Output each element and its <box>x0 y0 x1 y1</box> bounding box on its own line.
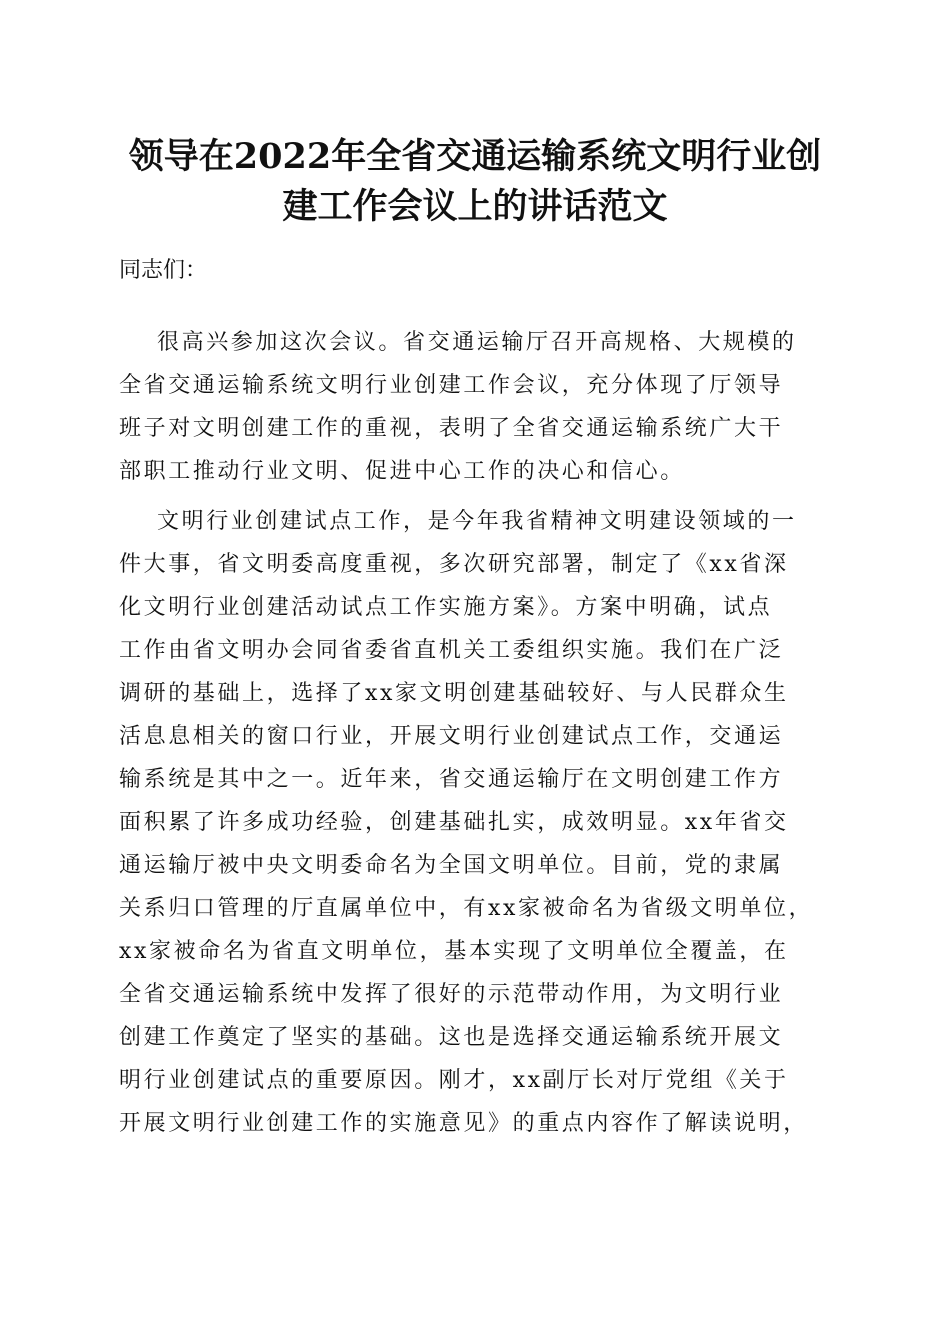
text-line: 关系归口管理的厅直属单位中，有xx家被命名为省级文明单位， <box>119 896 814 921</box>
document-title <box>110 132 840 232</box>
title-line: 建工作会议上的讲话范文 <box>282 186 668 227</box>
text-line: 全省交通运输系统中发挥了很好的示范带动作用，为文明行业 <box>119 982 784 1007</box>
text-line: 文明行业创建试点工作，是今年我省精神文明建设领域的一 <box>157 509 797 534</box>
text-line: 开展文明行业创建工作的实施意见》的重点内容作了解读说明， <box>119 1111 808 1136</box>
text-line: 创建工作奠定了坚实的基础。这也是选择交通运输系统开展文 <box>119 1025 784 1050</box>
text-line: 通运输厅被中央文明委命名为全国文明单位。目前，党的隶属 <box>119 853 784 878</box>
text-line: 班子对文明创建工作的重视，表明了全省交通运输系统广大干 <box>119 416 784 441</box>
text-line: 调研的基础上，选择了xx家文明创建基础较好、与人民群众生 <box>119 681 789 706</box>
salutation: 同志们： <box>119 258 208 283</box>
title-line: 领导在2022年全省交通运输系统文明行业创 <box>128 136 822 177</box>
text-line: 工作由省文明办会同省委省直机关工委组织实施。我们在广泛 <box>119 638 784 663</box>
text-line: 很高兴参加这次会议。省交通运输厅召开高规格、大规模的 <box>157 330 797 355</box>
text-line: 化文明行业创建活动试点工作实施方案》。方案中明确，试点 <box>119 595 773 620</box>
text-line: xx家被命名为省直文明单位，基本实现了文明单位全覆盖，在 <box>119 939 789 964</box>
text-line: 面积累了许多成功经验，创建基础扎实，成效明显。xx年省交 <box>119 810 789 835</box>
text-line: 全省交通运输系统文明行业创建工作会议，充分体现了厅领导 <box>119 373 784 398</box>
paragraph-2 <box>119 500 831 1145</box>
text-line: 明行业创建试点的重要原因。刚才，xx副厅长对厅党组《关于 <box>119 1068 789 1093</box>
text-line: 部职工推动行业文明、促进中心工作的决心和信心。 <box>119 459 685 484</box>
text-line: 活息息相关的窗口行业，开展文明行业创建试点工作，交通运 <box>119 724 784 749</box>
text-line: 输系统是其中之一。近年来，省交通运输厅在文明创建工作方 <box>119 767 784 792</box>
paragraph-1 <box>119 321 831 493</box>
text-line: 件大事，省文明委高度重视，多次研究部署，制定了《xx省深 <box>119 552 789 577</box>
